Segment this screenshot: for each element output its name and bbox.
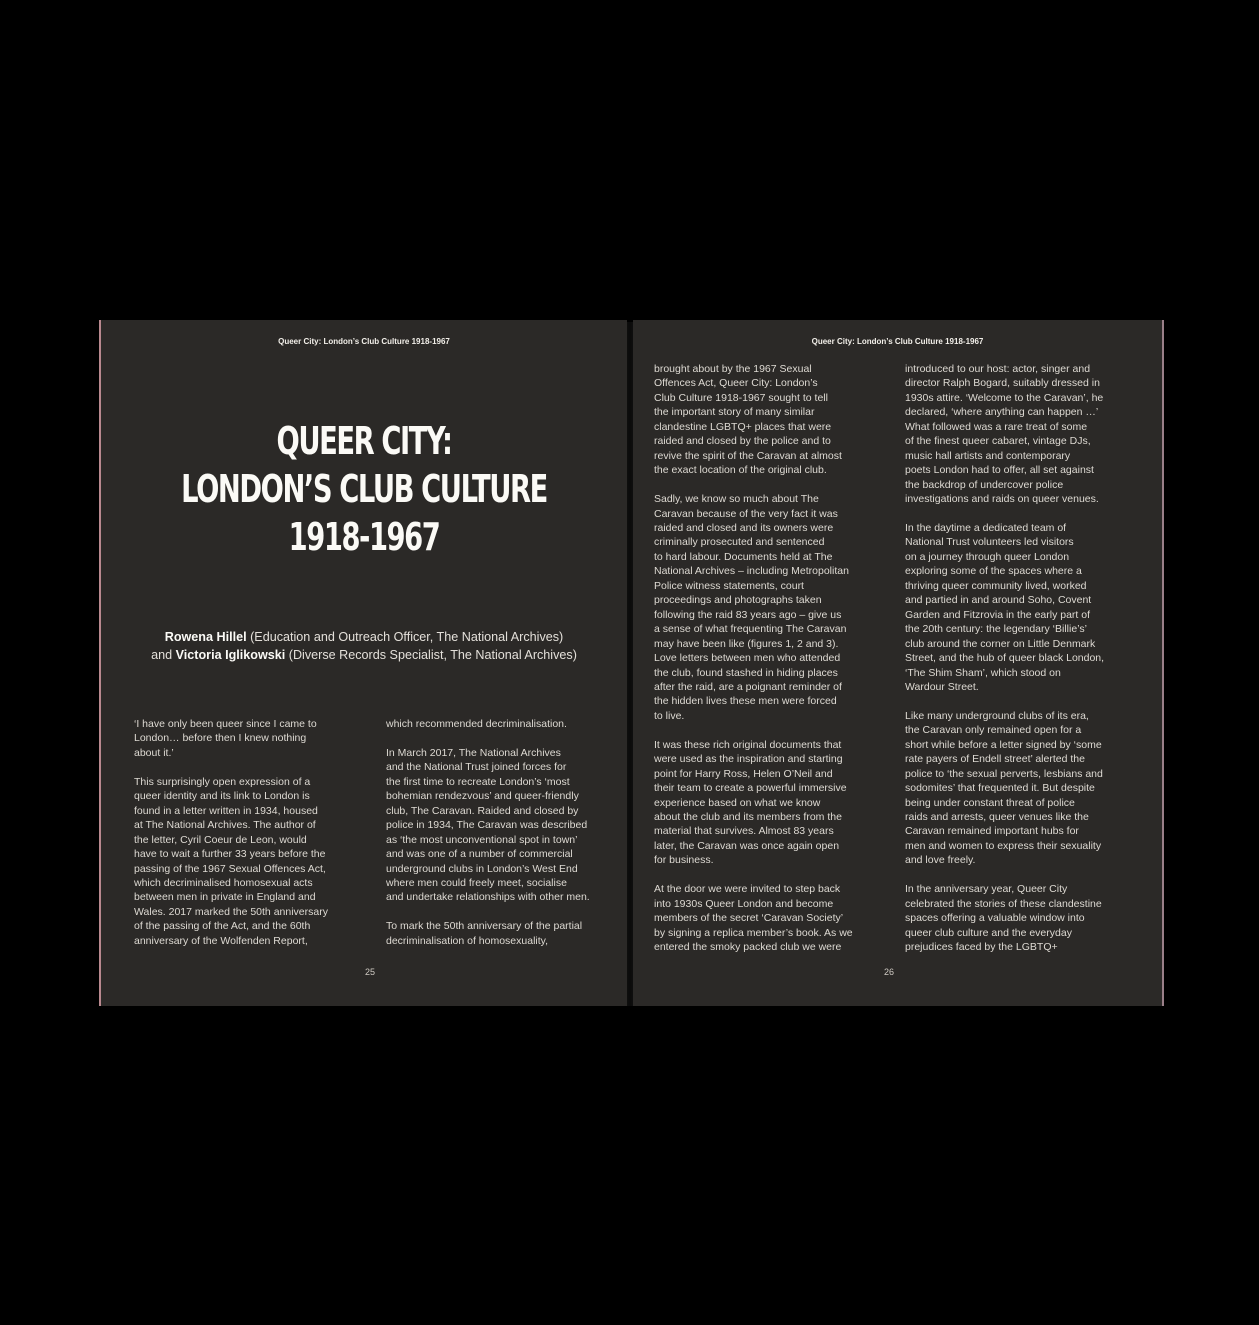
text-line: the letter, Cyril Coeur de Leon, would <box>134 833 307 846</box>
text-line: members of the secret ‘Caravan Society’ <box>654 912 844 925</box>
text-line: of the finest queer cabaret, vintage DJs, <box>905 435 1091 448</box>
text-line: and love freely. <box>905 854 976 867</box>
paragraph <box>905 709 1104 868</box>
paragraph <box>905 521 1104 694</box>
text-line: London… before then I knew nothing <box>134 732 307 745</box>
text-line: brought about by the 1967 Sexual <box>654 363 812 375</box>
text-line: the important story of many similar <box>654 406 815 419</box>
paragraph <box>654 882 853 954</box>
text-line: and was one of a number of commercial <box>386 848 573 861</box>
text-line: between men in private in England and <box>134 891 316 904</box>
text-line: Wales. 2017 marked the 50th anniversary <box>134 905 328 918</box>
body-column-2 <box>386 717 590 963</box>
text-line: Offences Act, Queer City: London’s <box>654 377 818 390</box>
text-line: about it.’ <box>134 746 174 759</box>
text-line: declared, ‘where anything can happen …’ <box>905 406 1099 419</box>
text-line: have to wait a further 33 years before the <box>134 848 326 861</box>
text-line: criminally prosecuted and sentenced <box>654 536 825 549</box>
paragraph <box>386 919 590 948</box>
page-number-left: 25 <box>365 967 376 977</box>
text-line: and undertake relationships with other men. <box>386 891 590 904</box>
paragraph <box>134 717 328 760</box>
text-line: It was these rich original documents that <box>654 738 842 751</box>
running-head-left: Queer City: London’s Club Culture 1918-1967 <box>278 337 450 346</box>
running-head-right: Queer City: London’s Club Culture 1918-1967 <box>811 337 984 346</box>
text-line: to live. <box>654 709 685 722</box>
byline-line-2 <box>101 646 627 664</box>
text-line: This surprisingly open expression of a <box>134 775 311 788</box>
text-line: Like many underground clubs of its era, <box>905 709 1089 722</box>
text-line: for business. <box>654 854 714 867</box>
title-line-1: QUEER CITY: <box>276 419 452 463</box>
text-line: Caravan because of the very fact it was <box>654 507 838 520</box>
author-1-name: Rowena Hillel <box>164 630 247 644</box>
text-line: later, the Caravan was once again open <box>654 839 840 852</box>
text-line: Sadly, we know so much about The <box>654 493 819 506</box>
text-line: introduced to our host: actor, singer and <box>905 363 1091 375</box>
text-line: and partied in and around Soho, Covent <box>905 594 1092 607</box>
text-line: material that survives. Almost 83 years <box>654 825 834 838</box>
paragraph <box>654 738 853 868</box>
title-line-2: LONDON’S CLUB CULTURE <box>181 467 547 511</box>
text-line: where men could freely meet, socialise <box>386 876 567 889</box>
text-line: Caravan remained important hubs for <box>905 825 1079 838</box>
right-page <box>633 320 1164 1006</box>
text-line: Police witness statements, court <box>654 579 804 592</box>
text-line: the backdrop of undercover police <box>905 478 1064 491</box>
byline-line-1 <box>101 628 627 646</box>
text-line: being under constant threat of police <box>905 796 1075 809</box>
text-line: thriving queer community lived, worked <box>905 579 1087 592</box>
text-line: Garden and Fitzrovia in the early part of <box>905 608 1091 621</box>
text-line: club, The Caravan. Raided and closed by <box>386 804 579 817</box>
text-line: found in a letter written in 1934, housed <box>134 804 318 817</box>
text-line: ‘The Shim Sham’, which stood on <box>905 666 1061 679</box>
text-line: on a journey through queer London <box>905 550 1070 563</box>
text-line: celebrated the stories of these clandestine <box>905 897 1102 910</box>
text-line: the exact location of the original club. <box>654 464 827 477</box>
text-line: director Ralph Bogard, suitably dressed in <box>905 377 1100 390</box>
text-line: which decriminalised homosexual acts <box>134 876 313 889</box>
text-line: revive the spirit of the Caravan at almost <box>654 449 842 462</box>
text-line: poets London had to offer, all set against <box>905 464 1094 477</box>
text-line: may have been like (figures 1, 2 and 3). <box>654 637 839 650</box>
text-line: queer club culture and the everyday <box>905 926 1072 939</box>
text-line: At the door we were invited to step back <box>654 883 841 896</box>
text-line: at The National Archives. The author of <box>134 819 316 832</box>
text-line: as ‘the most unconventional spot in town’ <box>386 833 578 846</box>
text-line: underground clubs in London’s West End <box>386 862 578 875</box>
text-line: passing of the 1967 Sexual Offences Act, <box>134 862 326 875</box>
text-line: National Trust volunteers led visitors <box>905 536 1074 549</box>
paragraph <box>654 492 853 723</box>
text-line: What followed was a rare treat of some <box>905 420 1088 433</box>
text-line: bohemian rendezvous’ and queer-friendly <box>386 790 579 803</box>
text-line: queer identity and its link to London is <box>134 790 310 803</box>
text-line: investigations and raids on queer venues. <box>905 493 1099 506</box>
paragraph <box>905 362 1104 507</box>
byline <box>101 628 627 664</box>
page-number-right: 26 <box>884 967 895 977</box>
text-line: the 20th century: the legendary ‘Billie’s’ <box>905 623 1087 636</box>
text-line: rate payers of Endell street’ alerted the <box>905 753 1085 766</box>
author-1-role: (Education and Outreach Officer, The National Archives) <box>246 630 564 644</box>
text-line: their team to create a powerful immersive <box>654 782 847 795</box>
text-line: which recommended decriminalisation. <box>386 718 567 730</box>
text-line: To mark the 50th anniversary of the partial <box>386 920 583 933</box>
text-line: the hidden lives these men were forced <box>654 695 837 708</box>
text-line: about the club and its members from the <box>654 811 842 824</box>
text-line: the Caravan only remained open for a <box>905 724 1082 737</box>
text-line: experience based on what we know <box>654 796 821 809</box>
text-line: music hall artists and contemporary <box>905 449 1071 462</box>
body-column-3 <box>654 362 853 969</box>
text-line: club around the corner on Little Denmark <box>905 637 1096 650</box>
text-line: and the National Trust joined forces for <box>386 761 567 774</box>
text-line: following the raid 83 years ago – give us <box>654 608 842 621</box>
text-line: Wardour Street. <box>905 680 979 693</box>
text-line: spaces offering a valuable window into <box>905 912 1085 925</box>
text-line: decriminalisation of homosexuality, <box>386 934 549 947</box>
text-line: the first time to recreate London’s ‘most <box>386 775 570 788</box>
text-line: prejudices faced by the LGBTQ+ <box>905 941 1058 954</box>
text-line: ‘I have only been queer since I came to <box>134 718 317 730</box>
text-line: were used as the inspiration and starting <box>654 753 843 766</box>
author-2-name: Victoria Iglikowski <box>175 648 286 662</box>
text-line: police to ‘the sexual perverts, lesbians and <box>905 767 1103 780</box>
body-column-1 <box>134 717 328 963</box>
paragraph <box>905 882 1104 954</box>
text-line: Club Culture 1918-1967 sought to tell <box>654 391 828 404</box>
text-line: to hard labour. Documents held at The <box>654 550 833 563</box>
body-column-4 <box>905 362 1104 969</box>
text-line: by signing a replica member’s book. As we <box>654 926 853 939</box>
text-line: Love letters between men who attended <box>654 652 841 665</box>
text-line: clandestine LGBTQ+ places that were <box>654 420 832 433</box>
text-line: point for Harry Ross, Helen O’Neil and <box>654 767 833 780</box>
text-line: proceedings and photographs taken <box>654 594 822 607</box>
text-line: raids and arrests, queer venues like the <box>905 811 1089 824</box>
text-line: Street, and the hub of queer black London, <box>905 652 1105 665</box>
paragraph <box>386 746 590 905</box>
text-line: after the raid, are a poignant reminder of <box>654 680 842 693</box>
text-line: raided and closed and its owners were <box>654 521 834 534</box>
text-line: In the daytime a dedicated team of <box>905 521 1067 534</box>
article-title <box>175 417 554 561</box>
paragraph <box>386 717 590 731</box>
text-line: the club, found stashed in hiding places <box>654 666 838 679</box>
text-line: 1930s attire. ‘Welcome to the Caravan’, he <box>905 391 1104 404</box>
paragraph <box>654 362 853 478</box>
left-page <box>99 320 627 1006</box>
text-line: into 1930s Queer London and become <box>654 897 834 910</box>
text-line: of the passing of the Act, and the 60th <box>134 920 311 933</box>
text-line: short while before a letter signed by ‘some <box>905 738 1102 751</box>
text-line: anniversary of the Wolfenden Report, <box>134 934 308 947</box>
text-line: police in 1934, The Caravan was described <box>386 819 588 832</box>
text-line: men and women to express their sexuality <box>905 839 1102 852</box>
text-line: a sense of what frequenting The Caravan <box>654 623 847 636</box>
paragraph <box>134 775 328 948</box>
text-line: sodomites’ that frequented it. But despite <box>905 782 1095 795</box>
text-line: National Archives – including Metropolitan <box>654 565 849 578</box>
byline-and: and <box>151 648 176 662</box>
text-line: In the anniversary year, Queer City <box>905 883 1068 896</box>
text-line: In March 2017, The National Archives <box>386 746 561 759</box>
text-line: raided and closed by the police and to <box>654 435 831 448</box>
text-line: entered the smoky packed club we were <box>654 941 842 954</box>
text-line: exploring some of the spaces where a <box>905 565 1082 578</box>
author-2-role: (Diverse Records Specialist, The National Archives) <box>285 648 577 662</box>
title-line-3: 1918-1967 <box>288 515 440 559</box>
